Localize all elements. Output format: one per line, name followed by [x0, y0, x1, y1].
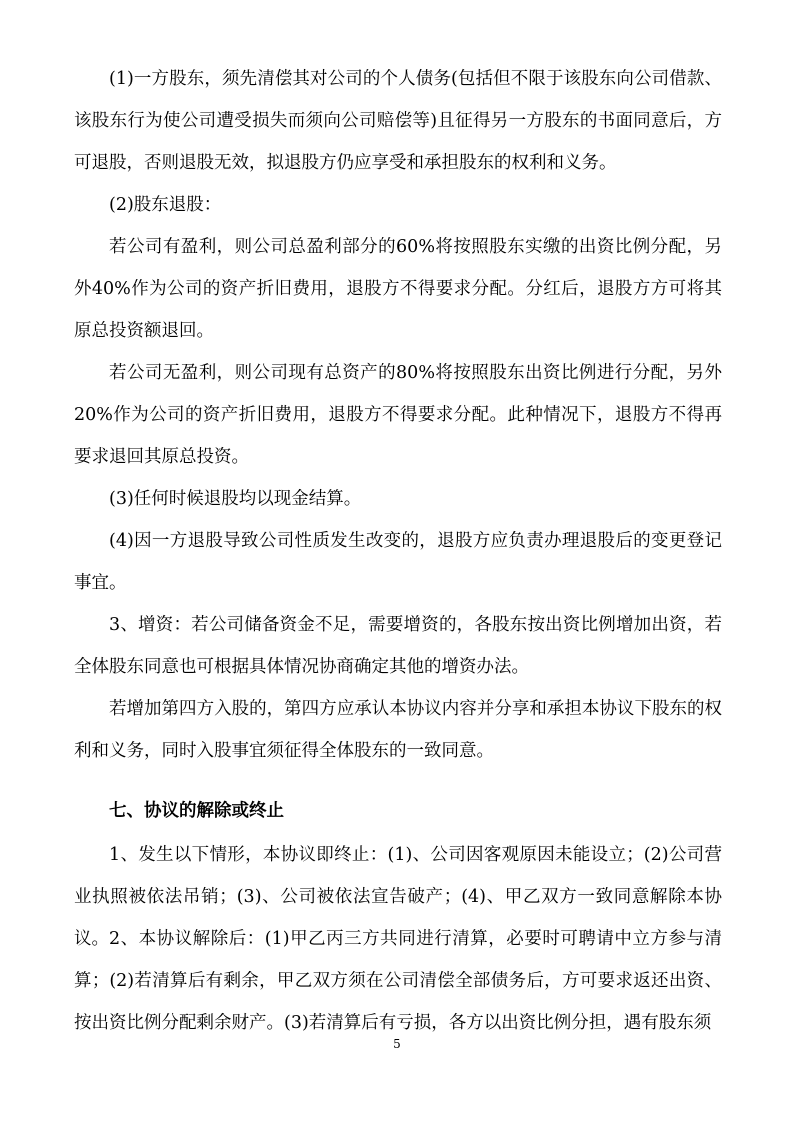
paragraph-profit-case: 若公司有盈利，则公司总盈利部分的60%将按照股东实缴的出资比例分配，另外40%作为公司的资产折旧费用，退股方不得要求分配。分红后，退股方方可将其原总投资额退回。: [74, 237, 722, 341]
paragraph-termination-cases: 1、发生以下情形，本协议即终止：(1)、公司因客观原因未能设立；(2)公司营业执照被依法吊销；(3)、公司被依法宣告破产；(4)、甲乙双方一致同意解除本协议。: [74, 845, 722, 949]
paragraph-cash-settlement: (3)任何时候退股均以现金结算。: [109, 489, 362, 509]
paragraph-withdrawal-condition: (1)一方股东，须先清偿其对公司的个人债务(包括但不限于该股东向公司借款、该股东行为使公司遭受损失而须向公司赔偿等)且征得另一方股东的书面同意后，方可退股，否则退股无效，拟退股方仍应享受和承担股东的权利和义务。: [74, 69, 722, 173]
paragraph-registration-change: (4)因一方退股导致公司性质发生改变的，退股方应负责办理退股后的变更登记事宜。: [74, 531, 722, 593]
paragraph-after-termination: 2、本协议解除后：(1)甲乙丙三方共同进行清算，必要时可聘请中立方参与清算；(2)若清算后有剩余，甲乙双方须在公司清偿全部债务后，方可要求返还出资、按出资比例分配剩余财产。(3)若清算后有亏损，各方以出资比例分担，遇有股东须: [74, 929, 722, 1033]
page-number: 5: [393, 1037, 401, 1051]
paragraph-no-profit-case: 若公司无盈利，则公司现有总资产的80%将按照股东出资比例进行分配，另外20%作为公司的资产折旧费用，退股方不得要求分配。此种情况下，退股方不得再要求退回其原总投资。: [74, 363, 722, 467]
section-heading: 七、协议的解除或终止: [109, 801, 284, 821]
paragraph-fourth-party: 若增加第四方入股的，第四方应承认本协议内容并分享和承担本协议下股东的权利和义务，同时入股事宜须征得全体股东的一致同意。: [74, 699, 722, 761]
paragraph-capital-increase: 3、增资：若公司储备资金不足，需要增资的，各股东按出资比例增加出资，若全体股东同意也可根据具体情况协商确定其他的增资办法。: [74, 615, 722, 677]
paragraph-withdrawal-title: (2)股东退股：: [109, 195, 222, 215]
